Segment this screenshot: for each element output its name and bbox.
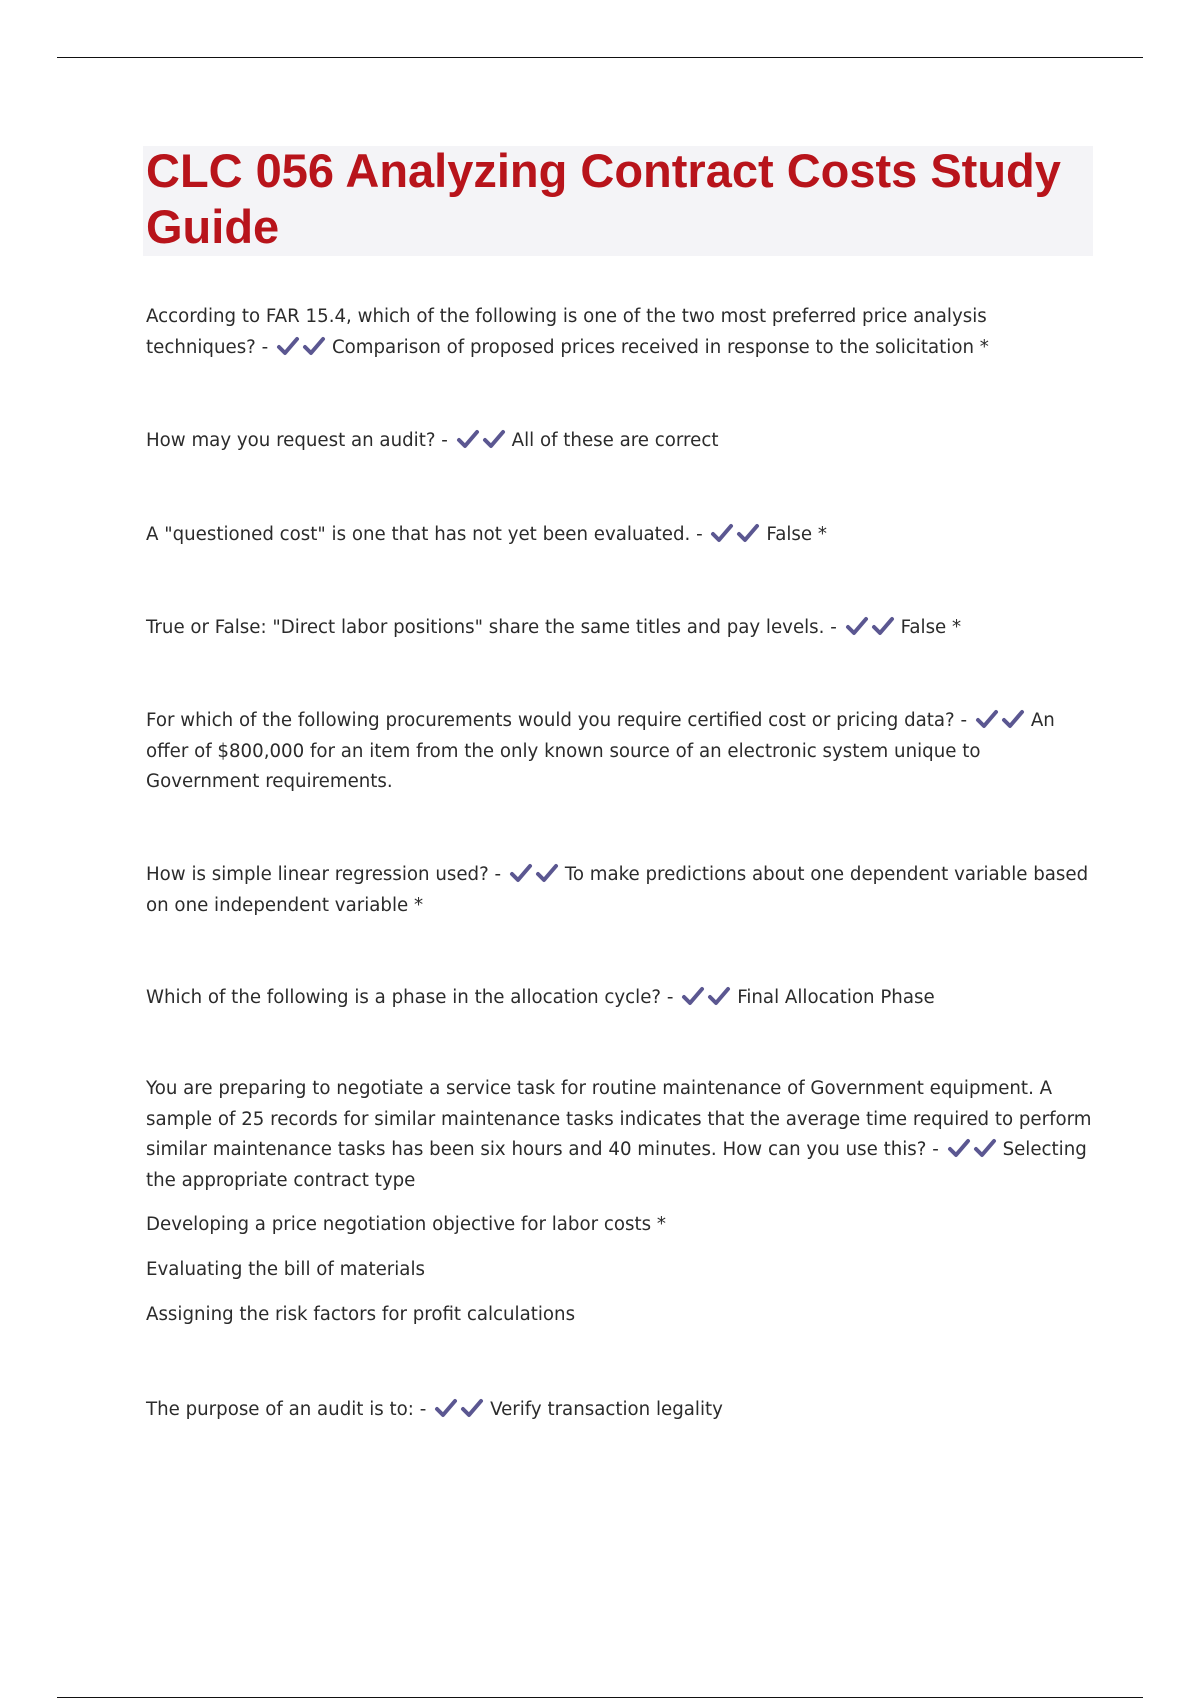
qa-item-8: [146, 1074, 1098, 1196]
separator: -: [488, 864, 507, 885]
answer-text: Selecting the appropriate contract type: [146, 1139, 1087, 1191]
separator: -: [661, 987, 680, 1008]
question-text: Which of the following is a phase in the allocation cycle?: [146, 987, 662, 1008]
double-check-icon: [276, 333, 328, 364]
double-check-icon: [681, 983, 733, 1014]
answer-text: Final Allocation Phase: [737, 987, 935, 1008]
check-icon: [975, 709, 1001, 729]
bottom-rule: [57, 1697, 1143, 1698]
qa-item-4: [146, 613, 1098, 644]
top-rule: [57, 57, 1143, 58]
qa-item-1: [146, 302, 1098, 363]
double-check-icon: [434, 1395, 486, 1426]
qa-item-3: [146, 520, 1098, 551]
check-icon: [460, 1398, 486, 1418]
separator: -: [690, 524, 709, 545]
check-icon: [302, 336, 328, 356]
question-text: How may you request an audit?: [146, 430, 436, 451]
separator: -: [255, 336, 274, 358]
qa-item-2: [146, 426, 1098, 457]
answer-option-line: Evaluating the bill of materials: [146, 1259, 425, 1280]
check-icon: [456, 429, 482, 449]
check-icon: [736, 523, 762, 543]
question-text: True or False: "Direct labor positions" share the same titles and pay levels.: [146, 617, 825, 638]
check-icon: [1001, 709, 1027, 729]
double-check-icon: [710, 520, 762, 551]
check-icon: [973, 1138, 999, 1158]
separator: -: [954, 710, 973, 731]
check-icon: [710, 523, 736, 543]
separator: -: [926, 1139, 945, 1160]
separator: -: [435, 430, 454, 451]
qa-item-6: [146, 860, 1098, 921]
qa-item-9: [146, 1395, 1098, 1426]
separator: -: [824, 617, 843, 638]
separator: -: [413, 1399, 433, 1420]
check-icon: [509, 863, 535, 883]
question-text: How is simple linear regression used?: [146, 864, 489, 885]
question-text: For which of the following procurements would you require certified cost or pricing data?: [146, 710, 955, 731]
answer-text: False *: [766, 524, 827, 545]
answer-text: Verify transaction legality: [490, 1399, 723, 1420]
answer-option-line: Assigning the risk factors for profit calculations: [146, 1304, 576, 1325]
answer-text: To make predictions about one dependent variable based on one independent variable *: [146, 864, 1089, 916]
answer-option-line: Developing a price negotiation objective for labor costs *: [146, 1214, 666, 1235]
double-check-icon: [975, 706, 1027, 737]
answer-text: Comparison of proposed prices received in response to the solicitation *: [331, 336, 989, 358]
answer-text: False *: [900, 617, 962, 638]
qa-item-5: [146, 706, 1098, 798]
question-text: You are preparing to negotiate a service task for routine maintenance of Government equipment. A sample of 25 records for similar maintenance tasks indicates that the average time required to perform similar maintenance tasks has been six hours and 40 minutes. How can you use this?: [146, 1078, 1092, 1160]
double-check-icon: [845, 613, 897, 644]
answer-text: All of these are correct: [511, 430, 719, 451]
question-text: According to FAR 15.4, which of the following is one of the two most preferred price analysis techniques?: [146, 306, 987, 358]
check-icon: [845, 616, 871, 636]
check-icon: [947, 1138, 973, 1158]
qa-item-7: [146, 983, 1098, 1014]
question-text: The purpose of an audit is to:: [146, 1399, 414, 1420]
check-icon: [434, 1398, 460, 1418]
check-icon: [681, 986, 707, 1006]
document-title: CLC 056 Analyzing Contract Costs Study Guide: [146, 144, 1061, 253]
double-check-icon: [509, 860, 561, 891]
check-icon: [535, 863, 561, 883]
check-icon: [871, 616, 897, 636]
question-text: A "questioned cost" is one that has not yet been evaluated.: [146, 524, 691, 545]
answer-text: An offer of $800,000 for an item from the only known source of an electronic system unique to Government requirements.: [146, 710, 1055, 792]
check-icon: [707, 986, 733, 1006]
double-check-icon: [456, 426, 508, 457]
check-icon: [276, 336, 302, 356]
double-check-icon: [947, 1135, 999, 1166]
check-icon: [482, 429, 508, 449]
